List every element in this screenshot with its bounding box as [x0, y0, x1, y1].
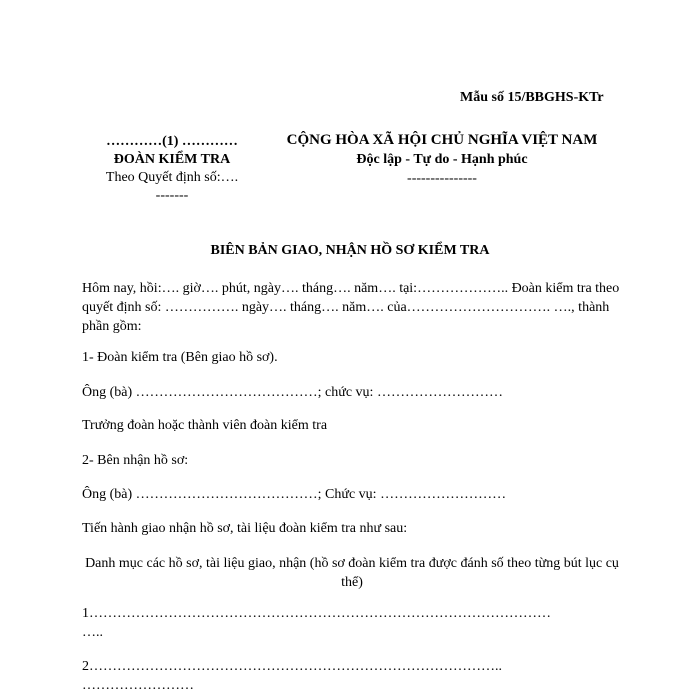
intro-paragraph: Hôm nay, hồi:…. giờ…. phút, ngày…. tháng…. năm…. tại:……………….. Đoàn kiểm tra theo quyết định số: ……………. ngày…. tháng…. năm…. của…………………………. …., thành phần gồm:	[82, 281, 620, 334]
national-motto: Độc lập - Tự do - Hạnh phúc	[356, 152, 528, 167]
receiver-person-line: Ông (bà) …………………………………; Chức vụ: ………………………	[82, 487, 507, 502]
document-title: BIÊN BẢN GIAO, NHẬN HỒ SƠ KIỂM TRA	[210, 243, 490, 258]
list-item-2: 2……………………………………………………………………………..	[82, 659, 502, 674]
form-number: Mẫu số 15/BBGHS-KTr	[460, 90, 604, 105]
handover-person-line: Ông (bà) …………………………………; chức vụ: ………………………	[82, 385, 503, 400]
issuing-body-block	[82, 133, 262, 205]
issuing-body-name: ĐOÀN KIỂM TRA	[113, 152, 231, 167]
section-1-heading: 1- Đoàn kiểm tra (Bên giao hồ sơ).	[82, 350, 278, 365]
decision-reference: Theo Quyết định số:….	[105, 170, 239, 185]
handover-statement: Tiến hành giao nhận hồ sơ, tài liệu đoàn kiểm tra như sau:	[82, 521, 408, 536]
list-item-1-continuation: …..	[82, 625, 103, 640]
document-list-heading: Danh mục các hồ sơ, tài liệu giao, nhận (hồ sơ đoàn kiểm tra được đánh số theo từng bút lục cụ thể)	[85, 556, 619, 590]
national-header-block	[262, 131, 622, 188]
section-2-heading: 2- Bên nhận hồ sơ:	[82, 453, 189, 468]
right-divider: ---------------	[407, 171, 477, 186]
issuing-body-placeholder: …………(1) …………	[106, 134, 238, 149]
left-divider: -------	[155, 188, 189, 203]
list-item-2-continuation: ……………………	[82, 678, 194, 693]
national-title: CỘNG HÒA XÃ HỘI CHỦ NGHĨA VIỆT NAM	[286, 132, 598, 148]
handover-role: Trưởng đoàn hoặc thành viên đoàn kiểm tra	[82, 418, 328, 433]
list-item-1: 1………………………………………………………………………………………	[82, 606, 551, 621]
